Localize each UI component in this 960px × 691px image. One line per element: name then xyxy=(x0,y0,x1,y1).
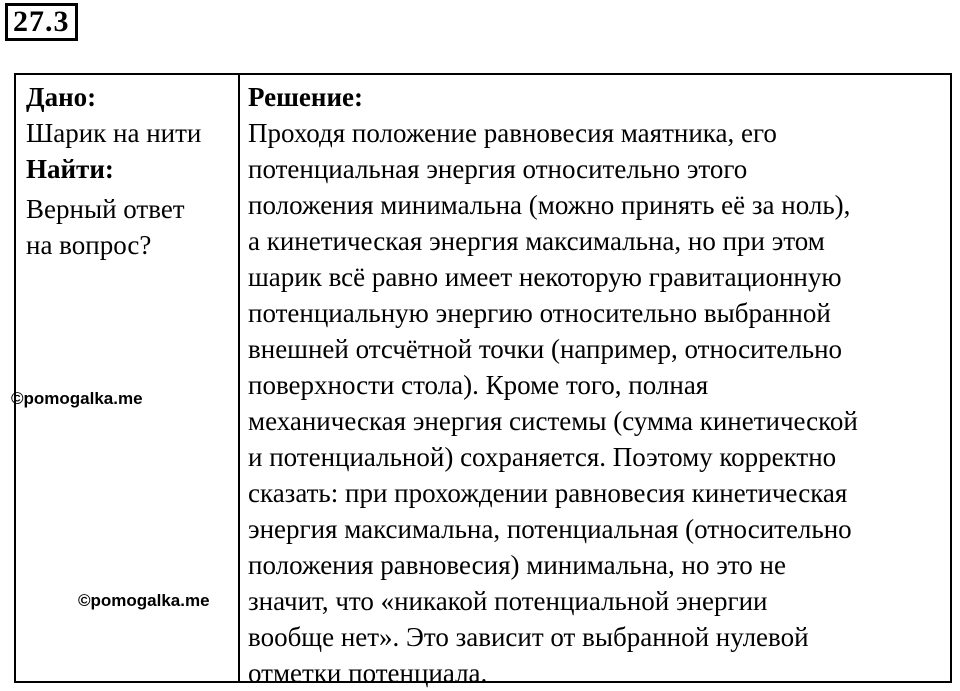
solution-line: поверхности стола). Кроме того, полная xyxy=(248,370,709,400)
solution-line: механическая энергия системы (сумма кинетической xyxy=(248,406,858,436)
solution-line: энергия максимальна, потенциальная (относительно xyxy=(248,514,852,544)
solution-line: положения равновесия) минимальна, но это не xyxy=(248,550,786,580)
solution-heading: Решение: xyxy=(248,82,363,112)
find-heading: Найти: xyxy=(26,154,114,184)
given-text: Шарик на нити xyxy=(26,118,202,148)
solution-line: отметки потенциала. xyxy=(248,658,488,688)
watermark: ©pomogalka.me xyxy=(78,591,210,610)
solution-column xyxy=(248,79,953,691)
find-line: на вопрос? xyxy=(26,230,152,260)
watermark: ©pomogalka.me xyxy=(11,389,143,408)
solution-line: положения минимальна (можно принять её за ноль), xyxy=(248,190,851,220)
given-column xyxy=(26,79,232,263)
given-heading: Дано: xyxy=(26,82,97,112)
problem-number: 27.3 xyxy=(5,3,78,41)
solution-line: а кинетическая энергия максимальна, но при этом xyxy=(248,226,825,256)
find-line: Верный ответ xyxy=(26,194,185,224)
solution-line: сказать: при прохождении равновесия кинетическая xyxy=(248,478,848,508)
solution-line: Проходя положение равновесия маятника, его xyxy=(248,118,777,148)
solution-line: шарик всё равно имеет некоторую гравитационную xyxy=(248,262,842,292)
solution-line: значит, что «никакой потенциальной энергии xyxy=(248,586,768,616)
solution-line: и потенциальной) сохраняется. Поэтому корректно xyxy=(248,442,837,472)
solution-line: вообще нет». Это зависит от выбранной нулевой xyxy=(248,622,809,652)
column-divider xyxy=(238,75,240,681)
solution-line: потенциальная энергия относительно этого xyxy=(248,154,748,184)
solution-line: внешней отсчётной точки (например, относительно xyxy=(248,334,843,364)
solution-line: потенциальную энергию относительно выбранной xyxy=(248,298,831,328)
